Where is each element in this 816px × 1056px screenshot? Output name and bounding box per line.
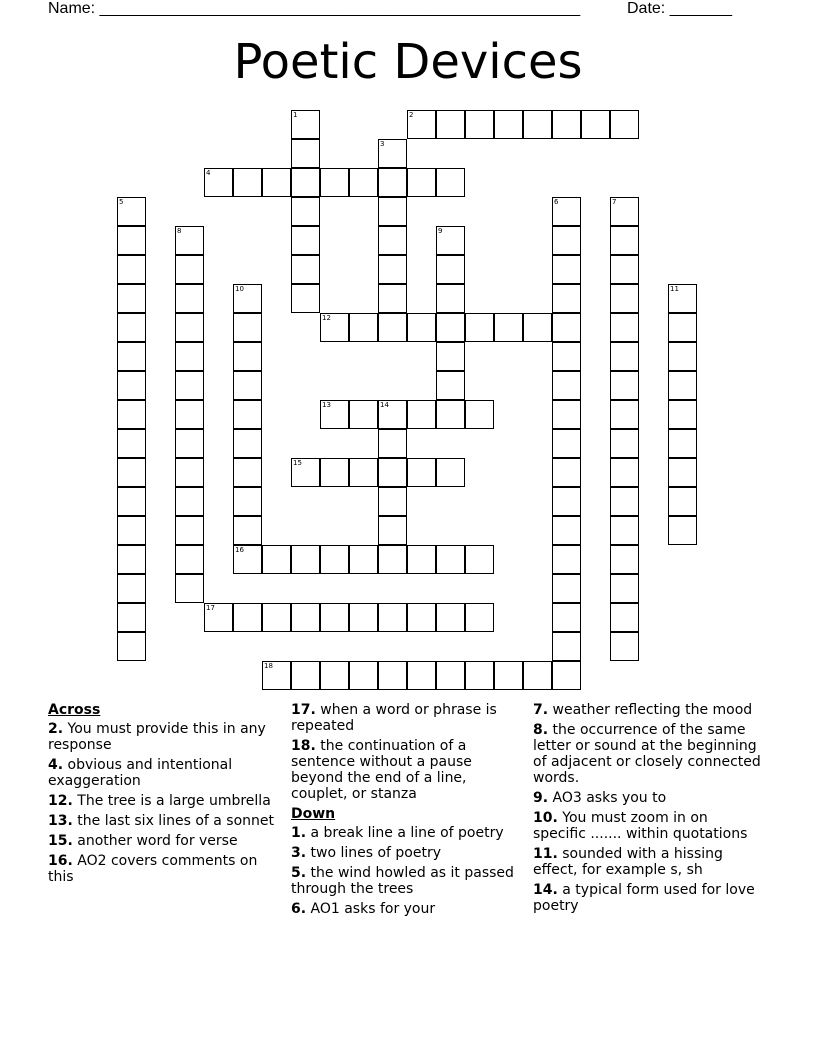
grid-cell[interactable] <box>378 255 407 284</box>
grid-cell[interactable] <box>291 110 320 139</box>
clue-number: 6 <box>554 198 559 206</box>
grid-cell[interactable] <box>668 487 697 516</box>
grid-cell[interactable] <box>175 226 204 255</box>
clue-item <box>291 901 521 917</box>
grid-cell[interactable] <box>610 342 639 371</box>
clue-item-number: 5. <box>291 865 307 881</box>
grid-cell[interactable] <box>117 226 146 255</box>
grid-cell[interactable] <box>233 313 262 342</box>
grid-cell[interactable] <box>291 661 320 690</box>
grid-cell[interactable] <box>320 458 349 487</box>
grid-cell[interactable] <box>436 110 465 139</box>
grid-cell[interactable] <box>436 284 465 313</box>
grid-cell[interactable] <box>320 603 349 632</box>
grid-cell[interactable] <box>233 545 262 574</box>
grid-cell[interactable] <box>465 545 494 574</box>
clue-item <box>291 825 521 841</box>
grid-cell[interactable] <box>117 545 146 574</box>
grid-cell[interactable] <box>378 313 407 342</box>
grid-cell[interactable] <box>436 371 465 400</box>
clue-item <box>48 721 278 753</box>
grid-cell[interactable] <box>668 284 697 313</box>
grid-cell[interactable] <box>610 429 639 458</box>
grid-cell[interactable] <box>436 400 465 429</box>
grid-cell[interactable] <box>552 516 581 545</box>
grid-cell[interactable] <box>262 661 291 690</box>
clue-item-number: 1. <box>291 825 307 841</box>
grid-cell[interactable] <box>610 255 639 284</box>
clue-item-text: The tree is a large umbrella <box>72 793 271 809</box>
grid-cell[interactable] <box>175 545 204 574</box>
grid-cell[interactable] <box>378 487 407 516</box>
grid-cell[interactable] <box>436 168 465 197</box>
grid-cell[interactable] <box>117 516 146 545</box>
across-heading: Across <box>48 702 101 718</box>
clues-column-2 <box>291 702 521 921</box>
grid-cell[interactable] <box>117 429 146 458</box>
grid-cell[interactable] <box>552 429 581 458</box>
clue-item <box>291 845 521 861</box>
grid-cell[interactable] <box>552 313 581 342</box>
grid-cell[interactable] <box>610 574 639 603</box>
grid-cell[interactable] <box>436 313 465 342</box>
grid-cell[interactable] <box>175 371 204 400</box>
grid-cell[interactable] <box>668 342 697 371</box>
grid-cell[interactable] <box>407 168 436 197</box>
grid-cell[interactable] <box>291 168 320 197</box>
grid-cell[interactable] <box>552 574 581 603</box>
grid-cell[interactable] <box>349 545 378 574</box>
clue-item-number: 2. <box>48 721 64 737</box>
grid-cell[interactable] <box>204 603 233 632</box>
grid-cell[interactable] <box>465 313 494 342</box>
grid-cell[interactable] <box>204 168 233 197</box>
grid-cell[interactable] <box>407 110 436 139</box>
clue-item-number: 6. <box>291 901 307 917</box>
grid-cell[interactable] <box>320 400 349 429</box>
grid-cell[interactable] <box>378 458 407 487</box>
clue-item-text: sounded with a hissing effect, for example s, sh <box>533 846 723 878</box>
grid-cell[interactable] <box>465 400 494 429</box>
grid-cell[interactable] <box>175 342 204 371</box>
clue-item <box>533 810 763 842</box>
grid-cell[interactable] <box>117 342 146 371</box>
clue-item-text: the last six lines of a sonnet <box>72 813 275 829</box>
grid-cell[interactable] <box>233 284 262 313</box>
grid-cell[interactable] <box>610 313 639 342</box>
grid-cell[interactable] <box>117 632 146 661</box>
grid-cell[interactable] <box>436 458 465 487</box>
grid-cell[interactable] <box>436 342 465 371</box>
grid-cell[interactable] <box>349 400 378 429</box>
clue-item-number: 14. <box>533 882 558 898</box>
grid-cell[interactable] <box>291 458 320 487</box>
clue-item-text: AO2 covers comments on this <box>48 853 258 885</box>
grid-cell[interactable] <box>291 603 320 632</box>
clue-number: 1 <box>293 111 298 119</box>
clue-item-number: 9. <box>533 790 549 806</box>
grid-cell[interactable] <box>523 661 552 690</box>
grid-cell[interactable] <box>349 603 378 632</box>
grid-cell[interactable] <box>465 661 494 690</box>
clue-item <box>533 722 763 786</box>
grid-cell[interactable] <box>610 197 639 226</box>
clue-item <box>291 738 521 802</box>
clue-item-text: when a word or phrase is repeated <box>291 702 497 734</box>
clue-item-number: 7. <box>533 702 549 718</box>
clue-number: 17 <box>206 604 215 612</box>
grid-cell[interactable] <box>233 429 262 458</box>
grid-cell[interactable] <box>552 661 581 690</box>
clue-number: 9 <box>438 227 443 235</box>
grid-cell[interactable] <box>378 429 407 458</box>
grid-cell[interactable] <box>552 603 581 632</box>
clue-item-text: AO3 asks you to <box>548 790 667 806</box>
grid-cell[interactable] <box>436 255 465 284</box>
grid-cell[interactable] <box>349 168 378 197</box>
clues-column-1 <box>48 702 278 889</box>
clue-number: 12 <box>322 314 331 322</box>
grid-cell[interactable] <box>320 168 349 197</box>
clue-item-text: You must provide this in any response <box>48 721 266 753</box>
clue-item-text: obvious and intentional exaggeration <box>48 757 233 789</box>
clue-item-number: 8. <box>533 722 549 738</box>
grid-cell[interactable] <box>117 458 146 487</box>
clue-number: 4 <box>206 169 211 177</box>
grid-cell[interactable] <box>552 197 581 226</box>
grid-cell[interactable] <box>262 603 291 632</box>
grid-cell[interactable] <box>552 342 581 371</box>
clue-item <box>48 833 278 849</box>
clue-item-number: 10. <box>533 810 558 826</box>
down-heading: Down <box>291 806 336 822</box>
clue-item-text: two lines of poetry <box>306 845 442 861</box>
name-line: Name: ______________________________________________________ <box>48 0 581 17</box>
grid-cell[interactable] <box>610 545 639 574</box>
grid-cell[interactable] <box>581 110 610 139</box>
grid-cell[interactable] <box>320 313 349 342</box>
grid-cell[interactable] <box>117 371 146 400</box>
clue-item-number: 17. <box>291 702 316 718</box>
clue-number: 13 <box>322 401 331 409</box>
grid-cell[interactable] <box>291 226 320 255</box>
grid-cell[interactable] <box>233 516 262 545</box>
clue-item <box>533 790 763 806</box>
grid-cell[interactable] <box>175 429 204 458</box>
grid-cell[interactable] <box>523 110 552 139</box>
grid-cell[interactable] <box>291 255 320 284</box>
grid-cell[interactable] <box>233 400 262 429</box>
clue-item <box>48 757 278 789</box>
grid-cell[interactable] <box>552 284 581 313</box>
grid-cell[interactable] <box>291 197 320 226</box>
clue-item-number: 15. <box>48 833 73 849</box>
date-line: Date: _______ <box>627 0 732 17</box>
grid-cell[interactable] <box>262 168 291 197</box>
grid-cell[interactable] <box>378 516 407 545</box>
clue-item-text: the wind howled as it passed through the trees <box>291 865 514 897</box>
grid-cell[interactable] <box>552 632 581 661</box>
clue-number: 18 <box>264 662 273 670</box>
grid-cell[interactable] <box>494 110 523 139</box>
grid-cell[interactable] <box>552 255 581 284</box>
grid-cell[interactable] <box>175 458 204 487</box>
clue-item <box>533 846 763 878</box>
grid-cell[interactable] <box>175 284 204 313</box>
grid-cell[interactable] <box>378 400 407 429</box>
grid-cell[interactable] <box>668 516 697 545</box>
grid-cell[interactable] <box>668 313 697 342</box>
grid-cell[interactable] <box>610 371 639 400</box>
clue-item-number: 11. <box>533 846 558 862</box>
puzzle-title: Poetic Devices <box>233 34 583 90</box>
grid-cell[interactable] <box>407 313 436 342</box>
grid-cell[interactable] <box>610 632 639 661</box>
clue-item <box>291 865 521 897</box>
grid-cell[interactable] <box>610 516 639 545</box>
grid-cell[interactable] <box>378 197 407 226</box>
grid-cell[interactable] <box>378 168 407 197</box>
grid-cell[interactable] <box>378 545 407 574</box>
clue-item-text: a break line a line of poetry <box>306 825 504 841</box>
grid-cell[interactable] <box>117 284 146 313</box>
grid-cell[interactable] <box>378 226 407 255</box>
clue-number: 3 <box>380 140 385 148</box>
grid-cell[interactable] <box>407 400 436 429</box>
grid-cell[interactable] <box>668 400 697 429</box>
grid-cell[interactable] <box>233 487 262 516</box>
clue-item-text: You must zoom in on specific ....... within quotations <box>533 810 748 842</box>
clue-number: 15 <box>293 459 302 467</box>
grid-cell[interactable] <box>233 371 262 400</box>
grid-cell[interactable] <box>610 603 639 632</box>
clue-number: 16 <box>235 546 244 554</box>
clue-item-number: 3. <box>291 845 307 861</box>
grid-cell[interactable] <box>552 371 581 400</box>
clue-item-number: 18. <box>291 738 316 754</box>
grid-cell[interactable] <box>407 458 436 487</box>
grid-cell[interactable] <box>494 661 523 690</box>
grid-cell[interactable] <box>668 371 697 400</box>
clue-number: 14 <box>380 401 389 409</box>
grid-cell[interactable] <box>668 458 697 487</box>
clue-item <box>48 793 278 809</box>
grid-cell[interactable] <box>407 603 436 632</box>
grid-cell[interactable] <box>436 545 465 574</box>
grid-cell[interactable] <box>552 545 581 574</box>
grid-cell[interactable] <box>668 429 697 458</box>
clue-item-number: 13. <box>48 813 73 829</box>
clue-item <box>533 702 763 718</box>
grid-cell[interactable] <box>320 545 349 574</box>
grid-cell[interactable] <box>378 284 407 313</box>
grid-cell[interactable] <box>117 574 146 603</box>
grid-cell[interactable] <box>175 400 204 429</box>
clue-item-text: AO1 asks for your <box>306 901 436 917</box>
grid-cell[interactable] <box>233 342 262 371</box>
grid-cell[interactable] <box>610 458 639 487</box>
grid-cell[interactable] <box>291 284 320 313</box>
grid-cell[interactable] <box>117 400 146 429</box>
grid-cell[interactable] <box>552 400 581 429</box>
grid-cell[interactable] <box>465 603 494 632</box>
clue-item-number: 16. <box>48 853 73 869</box>
grid-cell[interactable] <box>610 284 639 313</box>
grid-cell[interactable] <box>436 603 465 632</box>
grid-cell[interactable] <box>117 255 146 284</box>
grid-cell[interactable] <box>407 545 436 574</box>
grid-cell[interactable] <box>552 458 581 487</box>
clue-number: 8 <box>177 227 182 235</box>
grid-cell[interactable] <box>552 487 581 516</box>
grid-cell[interactable] <box>233 458 262 487</box>
clue-number: 7 <box>612 198 617 206</box>
grid-cell[interactable] <box>552 226 581 255</box>
grid-cell[interactable] <box>320 661 349 690</box>
grid-cell[interactable] <box>523 313 552 342</box>
clue-number: 11 <box>670 285 679 293</box>
clue-item-number: 12. <box>48 793 73 809</box>
grid-cell[interactable] <box>291 545 320 574</box>
clue-item <box>533 882 763 914</box>
grid-cell[interactable] <box>378 661 407 690</box>
clue-number: 2 <box>409 111 414 119</box>
grid-cell[interactable] <box>117 197 146 226</box>
clue-item-text: another word for verse <box>72 833 238 849</box>
grid-cell[interactable] <box>378 139 407 168</box>
grid-cell[interactable] <box>610 110 639 139</box>
clue-item <box>48 853 278 885</box>
grid-cell[interactable] <box>436 226 465 255</box>
grid-cell[interactable] <box>117 487 146 516</box>
clues-column-3 <box>533 702 763 918</box>
clue-number: 5 <box>119 198 124 206</box>
grid-cell[interactable] <box>610 487 639 516</box>
grid-cell[interactable] <box>175 255 204 284</box>
grid-cell[interactable] <box>175 487 204 516</box>
grid-cell[interactable] <box>349 313 378 342</box>
grid-cell[interactable] <box>175 313 204 342</box>
grid-cell[interactable] <box>349 458 378 487</box>
clue-item-text: a typical form used for love poetry <box>533 882 755 914</box>
clue-item-number: 4. <box>48 757 64 773</box>
clue-item-text: the occurrence of the same letter or sound at the beginning of adjacent or closely connected words. <box>533 722 761 786</box>
clue-number: 10 <box>235 285 244 293</box>
grid-cell[interactable] <box>610 226 639 255</box>
grid-cell[interactable] <box>117 603 146 632</box>
grid-cell[interactable] <box>262 545 291 574</box>
grid-cell[interactable] <box>349 661 378 690</box>
grid-cell[interactable] <box>407 661 436 690</box>
grid-cell[interactable] <box>552 110 581 139</box>
clue-item-text: the continuation of a sentence without a pause beyond the end of a line, couplet, or stanza <box>291 738 472 802</box>
grid-cell[interactable] <box>175 516 204 545</box>
grid-cell[interactable] <box>175 574 204 603</box>
grid-cell[interactable] <box>465 110 494 139</box>
grid-cell[interactable] <box>436 661 465 690</box>
grid-cell[interactable] <box>233 168 262 197</box>
grid-cell[interactable] <box>117 313 146 342</box>
grid-cell[interactable] <box>378 603 407 632</box>
grid-cell[interactable] <box>610 400 639 429</box>
grid-cell[interactable] <box>291 139 320 168</box>
clue-item <box>291 702 521 734</box>
clue-item-text: weather reflecting the mood <box>548 702 753 718</box>
grid-cell[interactable] <box>233 603 262 632</box>
clue-item <box>48 813 278 829</box>
grid-cell[interactable] <box>494 313 523 342</box>
